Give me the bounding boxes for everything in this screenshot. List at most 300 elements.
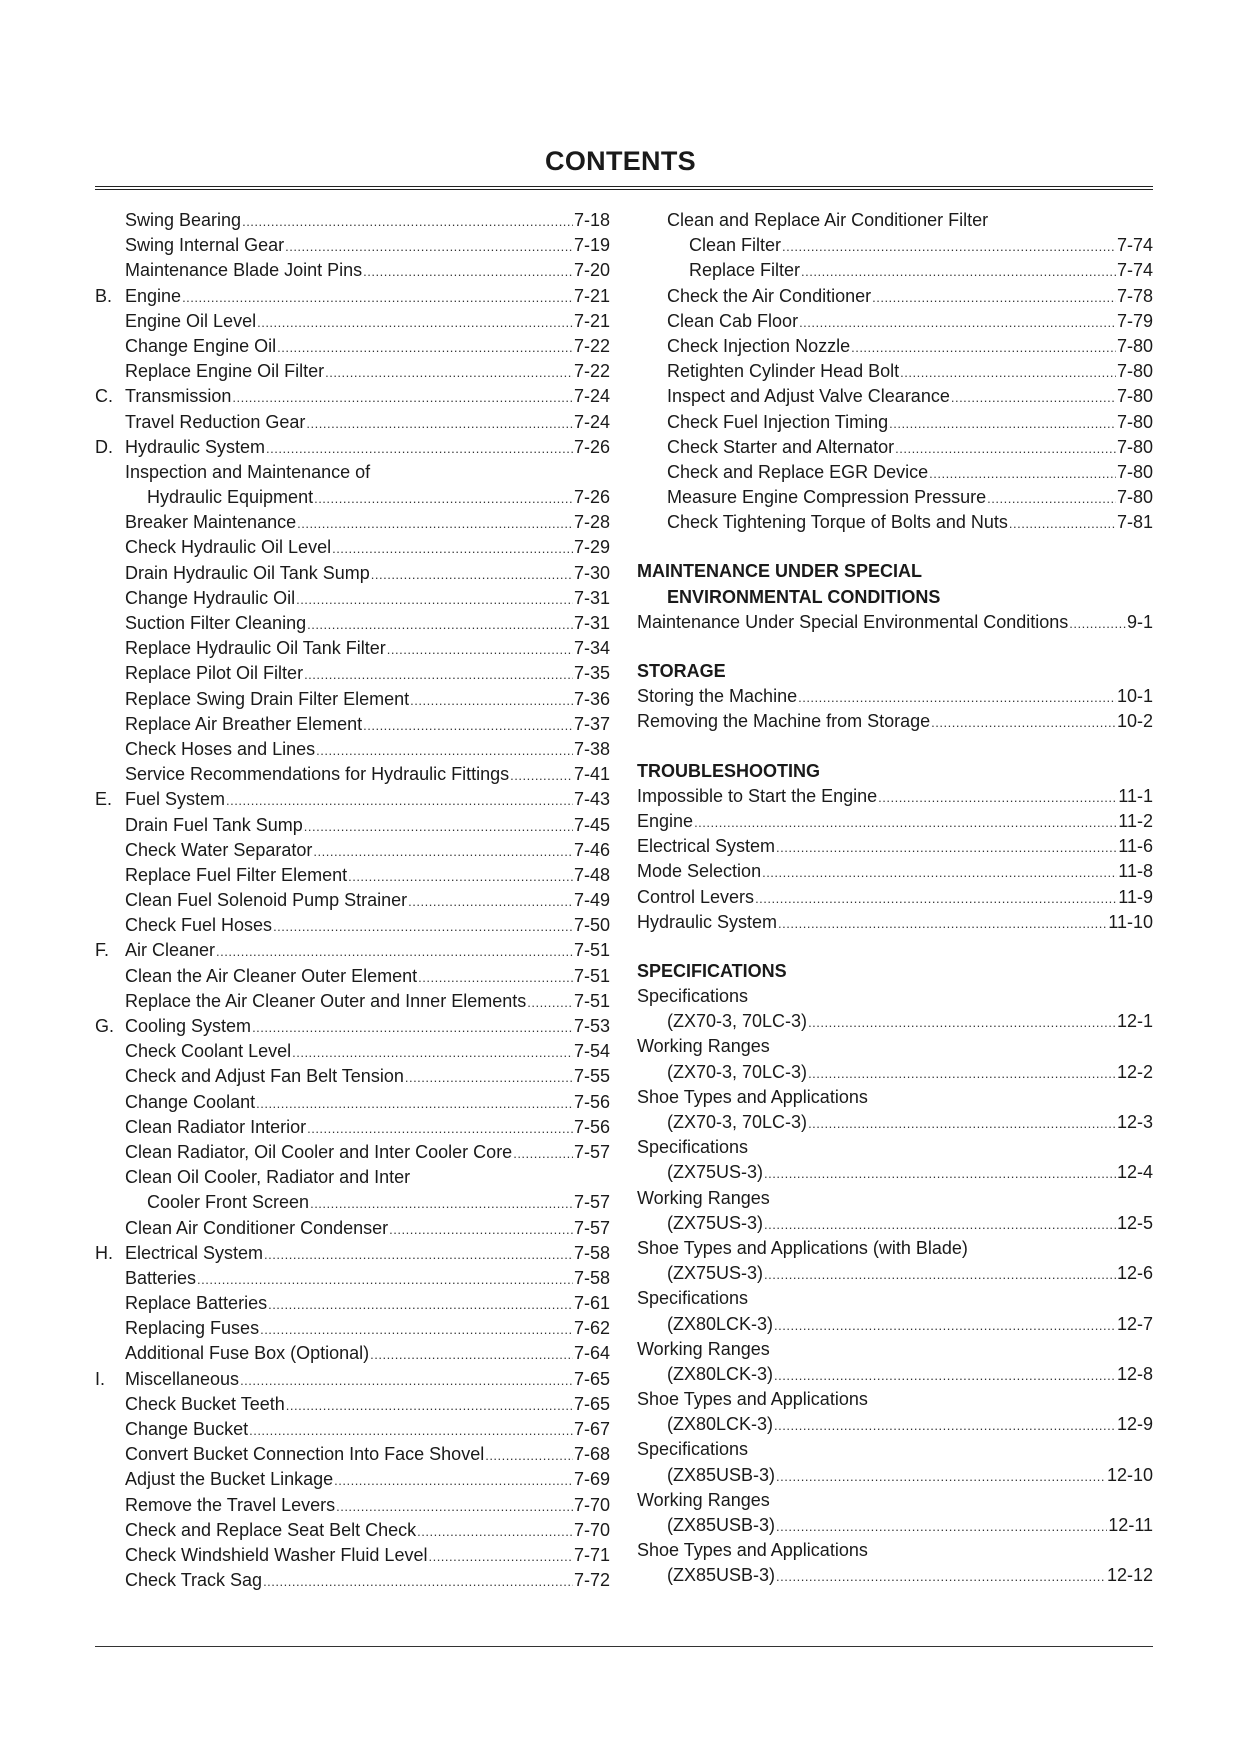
entry-title: Mode Selection [637,861,762,882]
entry-title: Clean Radiator, Oil Cooler and Inter Cooler Core [125,1141,513,1162]
toc-entry[interactable] [95,663,610,688]
toc-entry[interactable] [637,1314,1153,1339]
dot-leader [513,1146,573,1161]
toc-entry[interactable] [95,689,610,714]
dot-leader [387,642,573,657]
dot-leader [313,844,573,859]
entry-title: Replacing Fuses [125,1318,260,1339]
toc-entry[interactable] [637,386,1153,411]
toc-entry[interactable] [637,1213,1153,1238]
toc-entry[interactable] [95,1318,610,1343]
page-number: 7-34 [573,638,610,659]
dot-leader [304,819,573,834]
dot-leader [774,1368,1116,1383]
toc-entry[interactable] [95,336,610,361]
toc-entry[interactable] [95,1570,610,1595]
dot-leader [764,1166,1116,1181]
toc-entry[interactable] [95,1041,610,1066]
page-number: 7-80 [1116,487,1153,508]
dot-leader [348,869,573,884]
toc-entry[interactable] [637,1515,1153,1540]
entry-title: (ZX85USB-3) [667,1515,776,1535]
toc-entry[interactable] [637,311,1153,336]
toc-entry[interactable] [637,210,1153,235]
specifications-heading: SPECIFICATIONS [637,960,787,981]
toc-entry[interactable] [637,336,1153,361]
toc-entry[interactable] [95,1369,610,1394]
page-number: 7-51 [573,990,610,1011]
toc-entry[interactable] [637,1339,1153,1364]
dot-leader [389,1222,573,1237]
page-number: 7-55 [573,1066,610,1087]
toc-entry[interactable] [95,764,610,789]
dot-leader [1009,516,1116,531]
toc-entry[interactable] [95,1167,610,1192]
page-number: 12-7 [1116,1313,1153,1334]
dot-leader [314,491,573,506]
entry-title: Additional Fuse Box (Optional) [125,1343,370,1364]
dot-leader [336,1499,573,1514]
toc-entry[interactable] [95,1419,610,1444]
toc-entry[interactable] [95,1243,610,1268]
entry-title: Specifications [637,1439,749,1460]
page-number: 7-22 [573,335,610,356]
dot-leader [325,365,573,380]
page-number: 7-51 [573,965,610,986]
toc-entry[interactable] [95,386,610,411]
dot-leader [307,1121,573,1136]
section-letter: C. [95,386,113,407]
entry-title: Working Ranges [637,1489,770,1510]
toc-entry[interactable] [95,915,610,940]
dot-leader [776,1519,1107,1534]
toc-entry[interactable] [637,887,1153,912]
toc-entry[interactable] [95,1444,610,1469]
toc-entry[interactable] [95,537,610,562]
entry-title: Hydraulic Equipment [147,487,314,508]
page-number: 7-35 [573,663,610,684]
dot-leader [764,1267,1116,1282]
toc-entry[interactable] [637,1036,1153,1061]
entry-title: Clean Fuel Solenoid Pump Strainer [125,890,408,911]
dot-leader [182,290,573,305]
toc-entry[interactable] [637,786,1153,811]
entry-title: Change Engine Oil [125,335,277,356]
dot-leader [889,416,1116,431]
entry-title: Replace Pilot Oil Filter [125,663,304,684]
page-number: 12-11 [1108,1515,1153,1535]
entry-title: Engine [637,810,694,831]
entry-title: Working Ranges [637,1338,770,1359]
entry-title: Clean Radiator Interior [125,1116,307,1137]
entry-title: Cooler Front Screen [147,1192,310,1213]
entry-title: (ZX75US-3) [667,1263,764,1284]
section-letter: B. [95,285,113,306]
dot-leader [776,840,1117,855]
toc-entry[interactable] [637,1565,1153,1590]
dot-leader [285,239,573,254]
entry-title: (ZX85USB-3) [667,1464,776,1485]
dot-leader [252,1020,573,1035]
entry-title: Clean and Replace Air Conditioner Filter [667,210,989,230]
page-number: 7-62 [573,1318,610,1339]
entry-title: Replace Swing Drain Filter Element [125,688,410,709]
page-number: 7-29 [573,537,610,558]
toc-entry[interactable] [637,1011,1153,1036]
entry-title: Check and Adjust Fan Belt Tension [125,1066,404,1087]
toc-entry[interactable] [637,437,1153,462]
toc-entry[interactable] [95,1293,610,1318]
toc-entry[interactable] [95,1192,610,1217]
entry-title: (ZX80LCK-3) [667,1313,774,1334]
page-number: 7-20 [573,260,610,281]
page-number: 7-57 [573,1192,610,1213]
page-number: 7-56 [573,1116,610,1137]
toc-entry[interactable] [95,286,610,311]
entry-title: Check Coolant Level [125,1041,292,1062]
page-number: 10-2 [1116,711,1153,732]
toc-entry[interactable] [95,1343,610,1368]
entry-title: Swing Internal Gear [125,235,285,256]
footer-rule [95,1646,1153,1647]
page-number: 7-51 [573,940,610,961]
toc-entry[interactable] [95,311,610,336]
entry-title: (ZX70-3, 70LC-3) [667,1061,808,1082]
entry-title: Engine Oil Level [125,310,257,331]
toc-entry[interactable] [637,260,1153,285]
toc-entry[interactable] [95,235,610,260]
dot-leader [304,667,573,682]
page-number: 7-26 [573,436,610,457]
page-number: 7-49 [573,890,610,911]
entry-title: Replace Batteries [125,1293,268,1314]
dot-leader [1069,616,1126,631]
page-number: 7-24 [573,411,610,432]
page-number: 12-12 [1106,1565,1153,1586]
title-rule [95,186,1153,190]
toc-entry[interactable] [637,1112,1153,1137]
entry-title: (ZX80LCK-3) [667,1363,774,1384]
entry-title: Specifications [637,1288,749,1309]
page-number: 11-1 [1118,785,1153,806]
entry-title: Control Levers [637,886,755,907]
toc-entry[interactable] [95,714,610,739]
toc-entry[interactable] [95,563,610,588]
page-number: 7-79 [1116,310,1153,331]
dot-leader [242,214,573,229]
page-number: 7-53 [573,1016,610,1036]
toc-entry[interactable] [637,462,1153,487]
entry-title: (ZX70-3, 70LC-3) [667,1112,808,1132]
dot-leader [798,690,1116,705]
toc-entry[interactable] [637,286,1153,311]
toc-entry[interactable] [95,361,610,386]
toc-entry[interactable] [95,1495,610,1520]
dot-leader [428,1549,573,1564]
dot-leader [216,944,573,959]
toc-entry[interactable] [637,1465,1153,1490]
entry-title: Hydraulic System [125,436,266,457]
dot-leader [895,441,1116,456]
entry-title: Clean Filter [689,235,782,256]
page-number: 7-80 [1116,436,1153,457]
entry-title: Check Tightening Torque of Bolts and Nuts [667,512,1008,533]
entry-title: Shoe Types and Applications [637,1540,868,1561]
toc-entry[interactable] [95,613,610,638]
toc-entry[interactable] [637,487,1153,512]
toc-entry[interactable] [637,686,1153,711]
page-number: 7-80 [1116,461,1153,482]
toc-entry[interactable] [637,711,1153,736]
toc-entry[interactable] [95,1117,610,1142]
entry-title: Air Cleaner [125,940,216,961]
dot-leader [273,919,573,934]
toc-entry[interactable] [637,1364,1153,1389]
dot-leader [782,239,1116,254]
toc-entry[interactable] [95,789,610,814]
toc-entry[interactable] [95,1066,610,1091]
section-letter: E. [95,789,113,810]
special-list [637,612,1153,637]
page-number: 11-8 [1118,861,1153,882]
page-number: 7-36 [573,688,610,709]
entry-title: Replace Air Breather Element [125,713,363,734]
toc-entry[interactable] [637,1490,1153,1515]
dot-leader [774,1418,1116,1433]
dot-leader [264,1247,573,1262]
entry-title: Miscellaneous [125,1368,240,1389]
dot-leader [410,693,573,708]
right-top-list [637,210,1153,537]
toc-entry[interactable] [95,1545,610,1570]
dot-leader [363,264,573,279]
toc-entry[interactable] [637,1087,1153,1112]
page-number: 7-67 [573,1419,610,1439]
page-number: 12-9 [1116,1414,1153,1435]
toc-entry[interactable] [637,1540,1153,1565]
dot-leader [931,715,1116,730]
toc-entry[interactable] [95,1268,610,1293]
dot-leader [405,1070,573,1085]
toc-entry[interactable] [637,1188,1153,1213]
entry-title: (ZX75US-3) [667,1212,764,1233]
page-number: 12-3 [1116,1112,1153,1132]
entry-title: (ZX85USB-3) [667,1565,776,1586]
page-number: 7-78 [1116,285,1153,306]
entry-title: Replace Fuel Filter Element [125,864,348,885]
toc-entry[interactable] [637,612,1153,637]
dot-leader [363,718,573,733]
dot-leader [929,466,1116,481]
toc-entry[interactable] [637,836,1153,861]
toc-entry[interactable] [637,986,1153,1011]
troubleshooting-heading: TROUBLESHOOTING [637,760,820,781]
page-number: 12-1 [1116,1011,1153,1032]
page-number: 7-80 [1116,386,1153,407]
toc-entry[interactable] [637,1439,1153,1464]
dot-leader [332,541,573,556]
page-number: 12-2 [1116,1061,1153,1082]
toc-entry[interactable] [95,1016,610,1041]
page-number: 11-2 [1118,810,1153,831]
dot-leader [292,1045,573,1060]
section-letter: H. [95,1242,113,1263]
toc-entry[interactable] [95,487,610,512]
entry-title: Change Coolant [125,1091,256,1112]
toc-entry[interactable] [637,1389,1153,1414]
entry-title: Cooling System [125,1016,252,1036]
toc-entry[interactable] [95,1394,610,1419]
entry-title: Replace Filter [689,260,801,281]
toc-entry[interactable] [95,462,610,487]
dot-leader [240,1373,573,1388]
dot-leader [197,1272,573,1287]
specifications-list [637,986,1153,1591]
dot-leader [256,1096,573,1111]
page-number: 7-46 [573,839,610,860]
dot-leader [951,390,1116,405]
toc-entry[interactable] [637,1414,1153,1439]
entry-title: Service Recommendations for Hydraulic Fittings [125,764,510,785]
left-column [95,210,610,1595]
entry-title: Maintenance Under Special Environmental Conditions [637,611,1069,632]
special-heading-1: MAINTENANCE UNDER SPECIAL [637,561,923,582]
page-number: 7-56 [573,1091,610,1112]
entry-title: Shoe Types and Applications [637,1389,868,1410]
toc-entry[interactable] [95,890,610,915]
page-number: 7-72 [573,1570,610,1591]
toc-entry[interactable] [95,1520,610,1545]
toc-entry[interactable] [95,865,610,890]
toc-entry[interactable] [95,588,610,613]
entry-title: Change Hydraulic Oil [125,587,296,608]
toc-entry[interactable] [95,1092,610,1117]
page-number: 12-5 [1116,1212,1153,1233]
page-number: 7-80 [1116,361,1153,382]
page-number: 7-65 [573,1393,610,1414]
entry-title: Shoe Types and Applications (with Blade) [637,1237,968,1258]
page-number: 7-41 [573,764,610,785]
toc-entry[interactable] [95,1218,610,1243]
dot-leader [755,891,1117,906]
page-number: 7-69 [573,1469,610,1490]
entry-title: (ZX80LCK-3) [667,1414,774,1435]
dot-leader [987,491,1116,506]
dot-leader [316,743,573,758]
toc-entry[interactable] [95,940,610,965]
page-number: 12-4 [1116,1162,1153,1183]
entry-title: Clean Oil Cooler, Radiator and Inter [125,1167,411,1188]
dot-leader [764,1217,1116,1232]
dot-leader [808,1116,1116,1131]
entry-title: Working Ranges [637,1187,770,1208]
page-number: 7-50 [573,915,610,936]
dot-leader [268,1297,573,1312]
toc-entry[interactable] [637,912,1153,937]
dot-leader [872,290,1116,305]
toc-entry[interactable] [637,412,1153,437]
page-number: 7-19 [573,235,610,256]
toc-entry[interactable] [637,1062,1153,1087]
dot-leader [296,592,573,607]
entry-title: Check Hoses and Lines [125,738,316,759]
toc-entry[interactable] [637,235,1153,260]
entry-title: Retighten Cylinder Head Bolt [667,361,900,382]
toc-entry[interactable] [95,437,610,462]
dot-leader [408,894,573,909]
toc-entry[interactable] [637,1238,1153,1263]
entry-title: Batteries [125,1267,197,1288]
entry-title: Remove the Travel Levers [125,1494,336,1515]
toc-entry[interactable] [95,638,610,663]
toc-entry[interactable] [95,412,610,437]
entry-title: Clean Cab Floor [667,310,799,331]
entry-title: (ZX75US-3) [667,1162,764,1183]
dot-leader [249,1423,573,1438]
toc-entry[interactable] [95,840,610,865]
page-number: 7-54 [573,1041,610,1062]
toc-entry[interactable] [95,1142,610,1167]
section-letter: I. [95,1368,106,1389]
page-number: 12-6 [1116,1263,1153,1284]
page-number: 7-18 [573,210,610,230]
entry-title: Convert Bucket Connection Into Face Shovel [125,1444,485,1465]
dot-leader [799,315,1116,330]
entry-title: Drain Hydraulic Oil Tank Sump [125,562,370,583]
page-number: 11-6 [1118,836,1153,857]
toc-entry[interactable] [637,512,1153,537]
toc-entry[interactable] [637,1162,1153,1187]
entry-title: Hydraulic System [637,911,778,932]
toc-entry[interactable] [95,815,610,840]
page-number: 7-65 [573,1368,610,1389]
page-number: 7-74 [1116,235,1153,256]
entry-title: Check Water Separator [125,839,313,860]
toc-entry[interactable] [637,861,1153,886]
toc-entry[interactable] [95,991,610,1016]
entry-title: Engine [125,285,182,306]
dot-leader [286,1398,573,1413]
toc-entry[interactable] [637,811,1153,836]
page-number: 12-10 [1106,1464,1153,1485]
toc-entry[interactable] [95,512,610,537]
page-number: 7-58 [573,1267,610,1288]
entry-title: Check Fuel Hoses [125,915,273,936]
toc-entry[interactable] [95,260,610,285]
page-number: 11-9 [1118,886,1153,907]
toc-entry[interactable] [95,739,610,764]
entry-title: Inspection and Maintenance of [125,461,371,482]
page-number: 7-26 [573,487,610,508]
special-heading-2: ENVIRONMENTAL CONDITIONS [667,586,941,607]
dot-leader [260,1322,573,1337]
entry-title: Adjust the Bucket Linkage [125,1469,334,1490]
toc-entry[interactable] [95,1469,610,1494]
dot-leader [257,315,573,330]
toc-entry[interactable] [95,210,610,235]
entry-title: Storing the Machine [637,686,798,707]
page-number: 7-45 [573,814,610,835]
toc-entry[interactable] [637,1263,1153,1288]
entry-title: Check Windshield Washer Fluid Level [125,1544,428,1565]
toc-entry[interactable] [637,1288,1153,1313]
dot-leader [370,1347,573,1362]
toc-entry[interactable] [95,966,610,991]
entry-title: Swing Bearing [125,210,242,230]
toc-entry[interactable] [637,1137,1153,1162]
entry-title: Replace Hydraulic Oil Tank Filter [125,638,386,659]
toc-entry[interactable] [637,361,1153,386]
